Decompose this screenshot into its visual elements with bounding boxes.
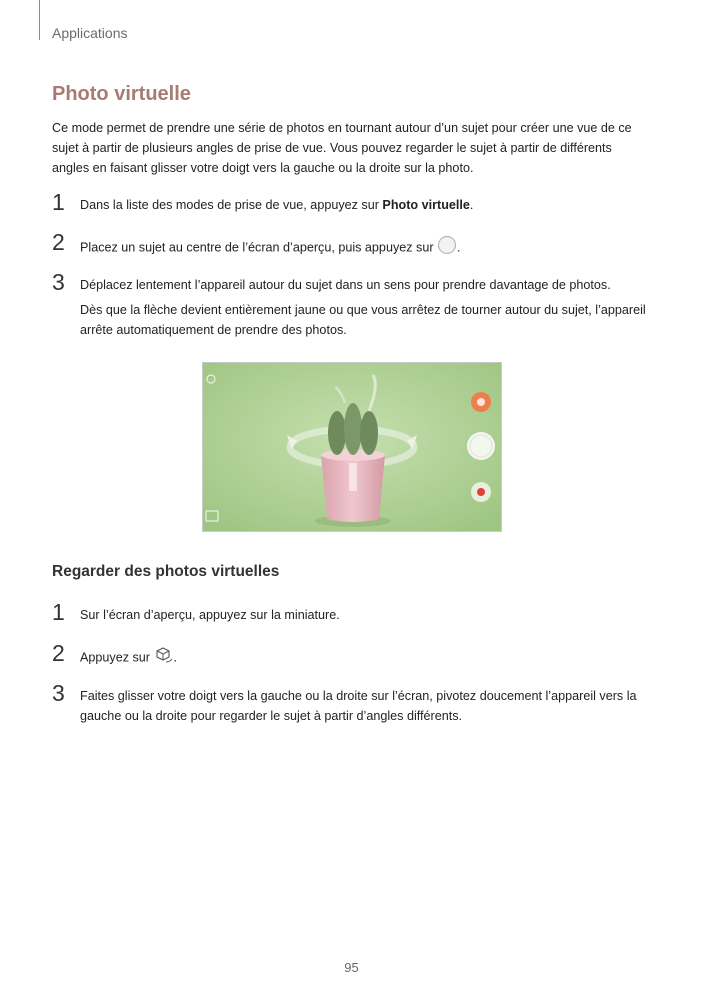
step-text: Faites glisser votre doigt vers la gauche ou la droite sur l’écran, pivotez doucement l’appareil vers la gauche ou la droite pour regarder le sujet à partir d’angles différents. — [80, 689, 637, 723]
page-title: Photo virtuelle — [52, 83, 191, 105]
shutter-icon — [437, 235, 457, 261]
camera-preview-illustration — [202, 362, 502, 532]
margin-rule — [39, 0, 40, 40]
subsection-title: Regarder des photos virtuelles — [52, 563, 280, 580]
step-number: 1 — [52, 599, 65, 625]
virtual-shot-icon — [471, 392, 491, 412]
shutter-icon — [467, 432, 495, 460]
step-text: Appuyez sur . — [80, 646, 662, 670]
step-number: 2 — [52, 229, 65, 255]
step-text: Sur l’écran d’aperçu, appuyez sur la miniature. — [80, 608, 340, 622]
section-label: Applications — [52, 25, 128, 41]
page-number: 95 — [344, 960, 359, 975]
step-text: Placez un sujet au centre de l’écran d’aperçu, puis appuyez sur . — [80, 235, 662, 261]
record-icon — [471, 482, 491, 502]
virtual-shot-view-icon — [154, 646, 174, 670]
step-text: Dans la liste des modes de prise de vue, appuyez sur Photo virtuelle. — [80, 198, 474, 212]
mode-name: Photo virtuelle — [382, 198, 470, 212]
step-text: Déplacez lentement l’appareil autour du sujet dans un sens pour prendre davantage de photos. — [80, 278, 611, 292]
intro-paragraph: Ce mode permet de prendre une série de photos en tournant autour d’un sujet pour créer une vue de ce sujet à partir de plusieurs angles de prise de vue. Vous pouvez regarder le sujet à partir de différents angles en faisant glisser votre doigt vers la gauche ou la droite sur la photo. — [52, 121, 632, 175]
step-number: 2 — [52, 640, 65, 666]
step-3-note: Dès que la flèche devient entièrement jaune ou que vous arrêtez de tourner autour du sujet, l’appareil arrête automatiquement de prendre des photos. — [80, 303, 646, 337]
step-number: 1 — [52, 189, 65, 215]
step-number: 3 — [52, 680, 65, 706]
step-number: 3 — [52, 269, 65, 295]
